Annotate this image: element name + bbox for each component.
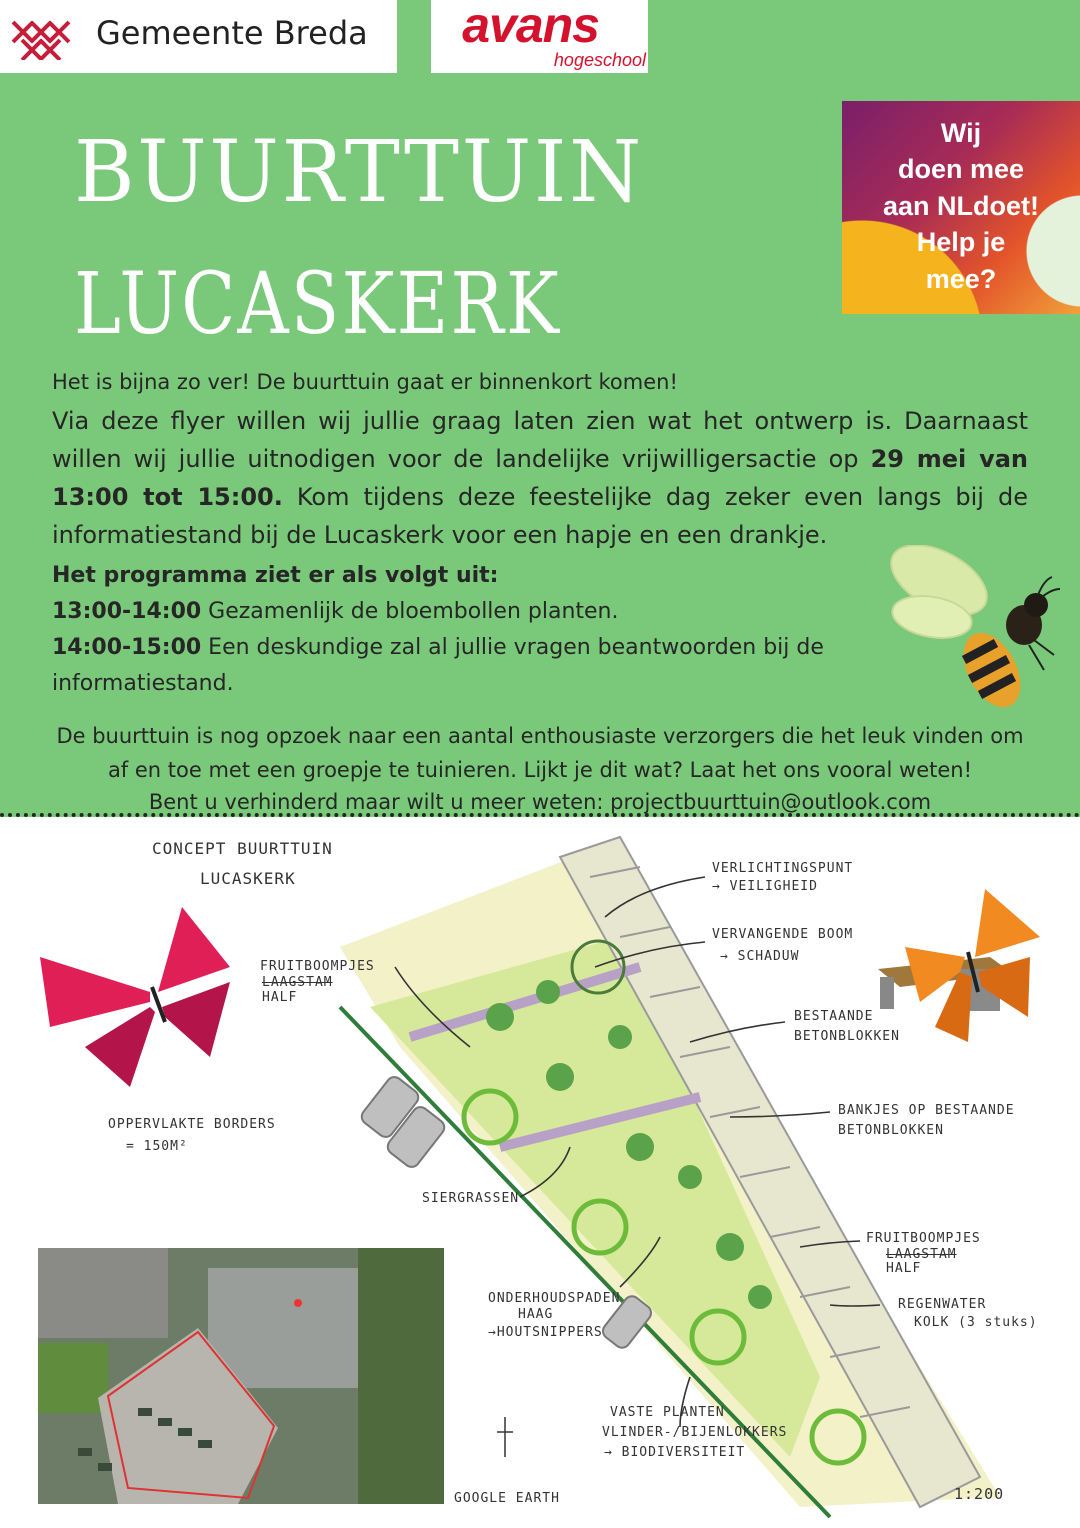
label-oppervlakte: OPPERVLAKTE BORDERS — [108, 1117, 276, 1132]
gemeente-breda-logo — [0, 0, 397, 73]
label-onderhoudspaden: ONDERHOUDSPADEN — [488, 1291, 621, 1306]
program-text: Een deskundige zal al jullie vragen beantwoorden bij de informatiestand. — [52, 635, 824, 696]
program-item — [52, 594, 619, 630]
program-time: 14:00-15:00 — [52, 635, 202, 660]
label-bankjes: BANKJES OP BESTAANDE — [838, 1103, 1015, 1118]
label-oppervlakte-waarde: = 150M² — [126, 1139, 188, 1154]
intro-text-a: Via deze flyer willen wij jullie graag laten zien wat het ontwerp is. Daarnaast willen wij jullie uitnodigen voor de landelijke vrijwilligersactie op — [52, 407, 1028, 473]
avans-logo-text: avans — [462, 0, 599, 53]
label-siergrassen: SIERGRASSEN — [422, 1191, 520, 1206]
plan-title: LUCASKERK — [200, 869, 296, 888]
intro-line: Het is bijna zo ver! De buurttuin gaat er binnenkort komen! — [52, 370, 678, 394]
label-verlichtingspunt: VERLICHTINGSPUNT — [712, 861, 854, 876]
label-laagstam: LAAGSTAM — [262, 975, 333, 990]
label-scale: 1:200 — [954, 1485, 1005, 1503]
badge-text — [842, 115, 1080, 297]
program-time: 13:00-14:00 — [52, 599, 202, 624]
label-biodiversiteit: → BIODIVERSITEIT — [604, 1445, 746, 1460]
label-vaste-planten: VASTE PLANTEN — [610, 1405, 725, 1420]
label-vervangende-boom: VERVANGENDE BOOM — [712, 927, 854, 942]
program-title: Het programma ziet er als volgt uit: — [52, 563, 499, 588]
event-date: 29 mei van 13:00 tot 15:00. — [52, 445, 1028, 511]
aerial-photo-image — [38, 1248, 444, 1504]
cta-line: De buurttuin is nog opzoek naar een aantal enthousiaste verzorgers die het leuk vinden om — [56, 724, 1024, 748]
avans-logo — [431, 0, 648, 73]
label-schaduw: → SCHADUW — [720, 949, 800, 964]
badge-line: doen mee — [897, 154, 1025, 185]
badge-line: aan NLdoet! — [882, 190, 1039, 221]
badge-line: Wij — [940, 118, 982, 148]
label-regenwater: REGENWATER — [898, 1297, 987, 1312]
label-bestaande: BESTAANDE — [794, 1009, 874, 1024]
badge-line: Help je — [916, 227, 1006, 258]
label-fruitboompjes-2: FRUITBOOMPJES — [866, 1231, 981, 1246]
program-item — [52, 630, 872, 702]
label-half: HALF — [262, 990, 298, 1005]
title-line-1: BUURTTUIN — [74, 121, 644, 222]
label-veiligheid: → VEILIGHEID — [712, 879, 818, 894]
label-houtsnippers: →HOUTSNIPPERS — [488, 1325, 603, 1340]
intro-paragraph — [52, 402, 1028, 554]
title-line-2: LUCASKERK — [74, 253, 562, 354]
aerial-photo — [38, 1248, 444, 1504]
label-half-2: HALF — [886, 1261, 922, 1276]
label-laagstam-2: LAAGSTAM — [886, 1247, 957, 1262]
breda-emblem-icon — [10, 16, 76, 60]
plan-title: CONCEPT BUURTTUIN — [152, 839, 333, 858]
bee-illustration — [884, 545, 1064, 715]
program-text: Gezamenlijk de bloembollen planten. — [201, 599, 619, 624]
label-haag: HAAG — [518, 1307, 554, 1322]
avans-logo-subtext: hogeschool — [553, 50, 646, 70]
intro-text-b: Kom tijdens deze feestelijke dag zeker even langs bij de informatiestand bij de Lucaskerk voor een hapje en een drankje. — [52, 483, 1028, 549]
label-betonblokken: BETONBLOKKEN — [794, 1029, 900, 1044]
label-bankjes-beton: BETONBLOKKEN — [838, 1123, 944, 1138]
cta-line: af en toe met een groepje te tuinieren. Lijkt je dit wat? Laat het ons vooral weten! — [107, 758, 973, 782]
breda-logo-text: Gemeente Breda — [96, 14, 368, 52]
label-kolk: KOLK (3 stuks) — [914, 1315, 1038, 1330]
label-fruitboompjes: FRUITBOOMPJES — [260, 959, 375, 974]
label-google-earth: GOOGLE EARTH — [454, 1491, 560, 1506]
nldoet-badge — [842, 101, 1080, 314]
label-vlinderlokkers: VLINDER-/BIJENLOKKERS — [602, 1425, 788, 1440]
badge-line: mee? — [925, 263, 997, 294]
cta-email-line: Bent u verhinderd maar wilt u meer weten: projectbuurttuin@outlook.com — [148, 790, 932, 814]
